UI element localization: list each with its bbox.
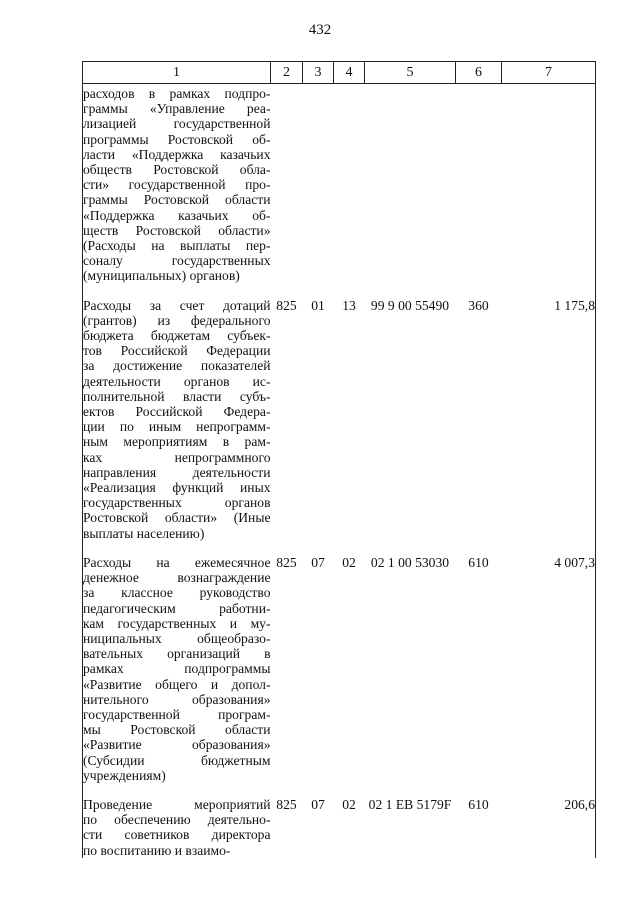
- expense-type-code: 610: [468, 554, 489, 570]
- description-line: (муниципальных) органов): [83, 268, 240, 284]
- description-line: тов Российской Федерации: [83, 343, 271, 359]
- section-code: 07: [311, 554, 325, 570]
- target-article-code: 02 1 00 53030: [370, 554, 450, 570]
- column-header-4: 4: [334, 62, 365, 84]
- amount-value: 1 175,8: [502, 298, 596, 541]
- description-line: ектов Российской Федера-: [83, 404, 271, 420]
- ministry-code: 825: [276, 554, 297, 570]
- expense-description: [83, 555, 271, 783]
- description-line: ках непрограммного: [83, 449, 271, 465]
- description-line: выплаты населению): [83, 525, 205, 541]
- description-line: граммы «Управление реа-: [83, 101, 271, 117]
- description-line: Проведение мероприятий: [83, 796, 271, 812]
- expense-description: [83, 298, 271, 541]
- description-line: «Поддержка казачьих об-: [83, 207, 271, 223]
- amount-value: 4 007,3: [502, 555, 596, 783]
- column-header-6: 6: [456, 62, 502, 84]
- expense-type-code: [456, 84, 502, 284]
- description-line: лизацией государственной: [83, 116, 271, 132]
- table-row: [83, 84, 596, 284]
- section-code: [303, 84, 334, 284]
- table-row: [83, 555, 596, 783]
- expense-description: [83, 84, 271, 284]
- description-line: мы Ростовской области: [83, 722, 271, 738]
- description-line: деятельности органов ис-: [83, 373, 271, 389]
- description-line: педагогическим работни-: [83, 600, 271, 616]
- spacer-cell: [502, 783, 596, 797]
- description-line: граммы Ростовской области: [83, 192, 271, 208]
- description-line: по обеспечению деятельно-: [83, 812, 271, 828]
- description-line: «Реализация функций иных: [83, 480, 271, 496]
- row-spacer: [83, 284, 596, 298]
- description-line: бюджета бюджетам субъек-: [83, 328, 271, 344]
- page-number: 432: [308, 22, 332, 38]
- subsection-code: 13: [342, 297, 356, 313]
- description-line: ществ Ростовской области»: [83, 222, 271, 238]
- description-line: государственных органов: [83, 495, 271, 511]
- column-header-7: 7: [502, 62, 596, 84]
- description-line: за классное руководство: [83, 585, 271, 601]
- description-line: денежное вознаграждение: [83, 570, 271, 586]
- ministry-code: [271, 84, 303, 284]
- section-code: 01: [311, 297, 325, 313]
- description-line: обществ Ростовской обла-: [83, 162, 271, 178]
- description-line: ным мероприятиям в рам-: [83, 434, 271, 450]
- description-line: (Расходы на выплаты пер-: [83, 238, 271, 254]
- description-line: направления деятельности: [83, 464, 271, 480]
- description-line: (Субсидии бюджетным: [83, 752, 271, 768]
- description-line: за достижение показателей: [83, 358, 271, 374]
- description-line: соналу государственных: [83, 253, 271, 269]
- ministry-code: 825: [276, 796, 297, 812]
- table-row: [83, 298, 596, 541]
- amount-value: 206,6: [502, 797, 596, 858]
- section-code: 07: [311, 796, 325, 812]
- table-body: [83, 84, 596, 858]
- description-line: ласти «Поддержка казачьих: [83, 146, 271, 162]
- description-line: сти советников директора: [83, 827, 271, 843]
- description-line: рамках подпрограммы: [83, 661, 271, 677]
- column-header-5: 5: [365, 62, 456, 84]
- description-line: полнительной власти субъ-: [83, 388, 271, 404]
- table-row: [83, 797, 596, 858]
- spacer-cell: [502, 284, 596, 298]
- column-header-1: 1: [83, 62, 271, 84]
- description-line: ции по иным непрограмм-: [83, 419, 271, 435]
- ministry-code: 825: [276, 297, 297, 313]
- spacer-cell: [83, 541, 271, 555]
- description-line: Расходы за счет дотаций: [83, 297, 271, 313]
- target-article-code: [365, 84, 456, 284]
- amount-value: [502, 84, 596, 284]
- description-line: сти» государственной про-: [83, 177, 271, 193]
- description-line: вательных организаций в: [83, 646, 271, 662]
- column-header-2: 2: [271, 62, 303, 84]
- description-line: «Развитие образования»: [83, 737, 271, 753]
- expense-description: [83, 797, 271, 858]
- row-spacer: [83, 783, 596, 797]
- subsection-code: 02: [342, 554, 356, 570]
- description-line: государственной програм-: [83, 706, 271, 722]
- spacer-cell: [83, 284, 271, 298]
- description-line: «Развитие общего и допол-: [83, 676, 271, 692]
- budget-table: [82, 61, 596, 858]
- expense-type-code: 610: [468, 796, 489, 812]
- subsection-code: [334, 84, 365, 284]
- expense-type-code: 360: [468, 297, 489, 313]
- description-line: (грантов) из федерального: [83, 312, 271, 328]
- description-line: Ростовской области» (Иные: [83, 510, 271, 526]
- spacer-cell: [502, 541, 596, 555]
- header-row: [83, 62, 596, 84]
- description-line: Расходы на ежемесячное: [83, 554, 271, 570]
- subsection-code: 02: [342, 796, 356, 812]
- target-article-code: 02 1 EВ 5179F: [368, 796, 452, 812]
- description-line: расходов в рамках подпро-: [83, 86, 271, 101]
- description-line: учреждениям): [83, 767, 166, 783]
- description-line: по воспитанию и взаимо-: [83, 842, 231, 858]
- description-line: кам государственных и му-: [83, 615, 271, 631]
- row-spacer: [83, 541, 596, 555]
- description-line: нительного образования»: [83, 691, 271, 707]
- target-article-code: 99 9 00 55490: [370, 297, 450, 313]
- description-line: ниципальных общеобразо-: [83, 630, 271, 646]
- column-header-3: 3: [303, 62, 334, 84]
- spacer-cell: [83, 783, 271, 797]
- description-line: программы Ростовской об-: [83, 131, 271, 147]
